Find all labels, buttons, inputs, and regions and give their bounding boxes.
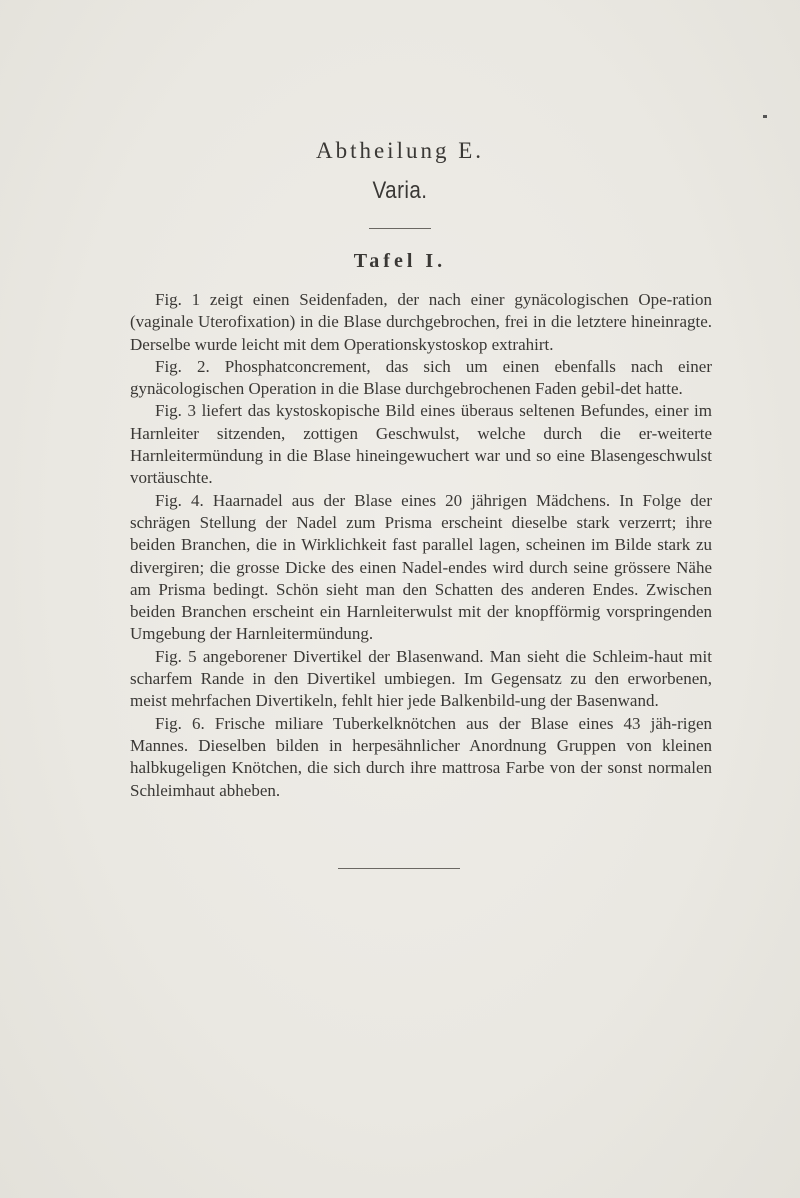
figure-descriptions: [130, 289, 712, 802]
text-line: stark verzerrt; ihre beiden Branchen, die in Wirklichkeit fast parallel lagen,: [130, 512, 712, 555]
text-line: letztere hineinragte. Derselbe wurde leicht mit dem Operationskystoskop: [130, 312, 713, 354]
text-line: weiterte Harnleitermündung in die Blase hineingewuchert war und so eine: [130, 423, 712, 466]
text-line: man den Schatten des anderen Endes. Zwischen beiden Branchen erscheint: [130, 579, 712, 622]
text-line: ration (vaginale Uterofixation) in die Blase durchgebrochen, frei in die: [130, 290, 712, 332]
text-line: extrahirt.: [491, 334, 554, 354]
text-line: scheinen im Bilde stark zu divergiren; die grosse Dicke des einen Nadel-: [130, 535, 713, 577]
text-line: von der sonst normalen Schleimhaut abheben.: [130, 758, 713, 800]
bottom-divider: [338, 868, 460, 869]
text-line: rigen Mannes. Dieselben bilden in herpesähnlicher Anordnung Gruppen: [130, 713, 712, 755]
text-line: Fig. 3 liefert das kystoskopische Bild eines überaus seltenen Befundes,: [155, 401, 649, 421]
figure-paragraph-3: [130, 400, 712, 489]
text-line: Fig. 6. Frische miliare Tuberkelknötchen aus der Blase eines 43 jäh-: [155, 713, 678, 733]
text-line: Blasengeschwulst vortäuschte.: [130, 446, 713, 488]
text-line: Fig. 5 angeborener Divertikel der Blasenwand. Man sieht die Schleim-: [155, 646, 654, 666]
text-line: endes wird durch seine grössere Nähe am Prisma bedingt. Schön sieht: [130, 557, 712, 599]
text-line: ung der Basenwand.: [520, 691, 659, 711]
text-line: von kleinen halbkugeligen Knötchen, die sich durch ihre mattrosa Farbe: [130, 735, 713, 778]
figure-paragraph-1: [130, 289, 712, 356]
top-divider: [369, 228, 431, 229]
text-line: haut mit scharfem Rande in den Divertikel umbiegen. Im Gegensatz zu: [130, 646, 712, 689]
text-line: det hatte.: [620, 379, 683, 399]
text-line: Folge der schrägen Stellung der Nadel zum Prisma erscheint dieselbe: [130, 490, 712, 532]
text-line: gynäcologischen Operation in die Blase durchgebrochenen Faden gebil-: [130, 379, 621, 399]
figure-paragraph-2: [130, 356, 712, 401]
margin-mark: [763, 115, 767, 118]
text-line: Fig. 1 zeigt einen Seidenfaden, der nach einer gynäcologischen Ope-: [155, 290, 673, 309]
text-line: einer im Harnleiter sitzenden, zottigen Geschwulst, welche durch die er-: [130, 401, 713, 443]
text-line: den erworbenen, meist mehrfachen Divertikeln, fehlt hier jede Balkenbild-: [130, 669, 713, 711]
plate-title: Tafel I.: [353, 250, 447, 272]
text-line: Harnleitermündung.: [235, 624, 374, 644]
figure-paragraph-6: [130, 713, 712, 802]
section-subheading: Varia.: [372, 177, 428, 204]
text-line: Fig. 4. Haarnadel aus der Blase eines 20 jährigen Mädchens. In: [155, 490, 634, 510]
section-heading: Abtheilung E.: [315, 138, 485, 163]
figure-paragraph-5: [130, 646, 712, 713]
text-line: Fig. 2. Phosphatconcrement, das sich um einen ebenfalls nach einer: [155, 356, 712, 376]
text-line: ein Harnleiterwulst mit der knopfförmig vorspringenden Umgebung der: [130, 602, 713, 644]
figure-paragraph-4: [130, 490, 712, 646]
